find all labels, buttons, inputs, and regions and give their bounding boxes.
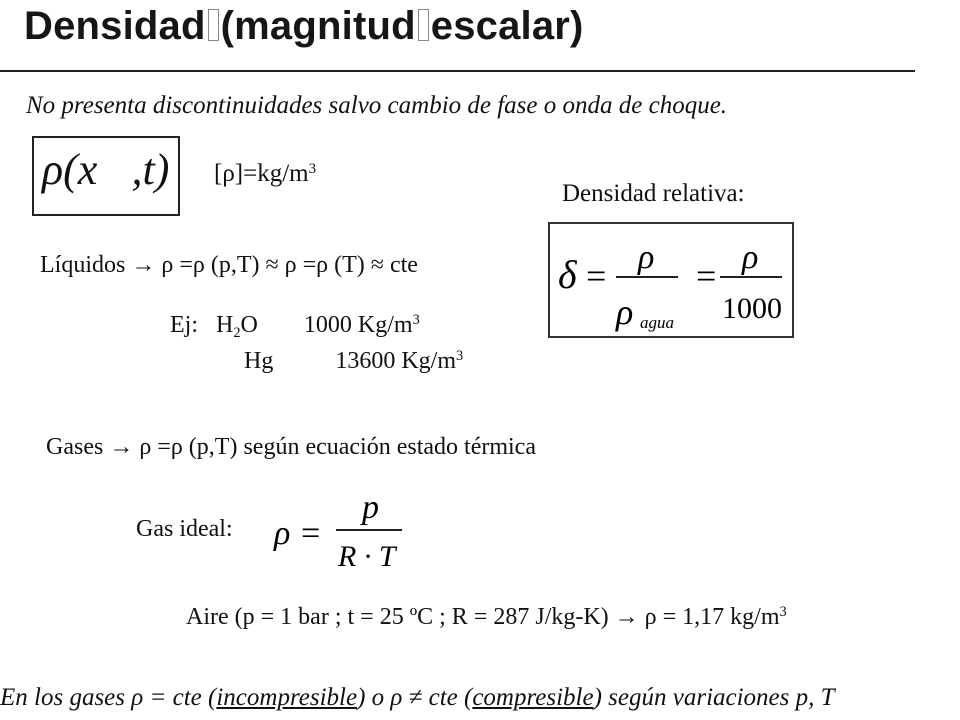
example-prefix: Ej:: [170, 312, 198, 338]
delta-symbol: δ: [558, 252, 577, 297]
density-field-formula: ρ(x⃗,t): [42, 145, 170, 194]
ideal-gas-formula: [270, 486, 410, 576]
relative-density-label: Densidad relativa:: [562, 180, 745, 207]
fraction1-denominator: ρ: [616, 292, 634, 332]
title-word-3: escalar): [430, 4, 584, 48]
air-example: [186, 604, 787, 631]
footer-note: [0, 684, 835, 712]
example-value-exponent: 3: [412, 312, 420, 329]
example-mercury: [244, 348, 463, 375]
title-divider: [0, 70, 915, 72]
gases-line: Gases → ρ =ρ (p,T) según ecuación estado térmica: [46, 434, 536, 460]
footer-text-2: ) o ρ ≠ cte (: [357, 684, 473, 711]
ideal-gas-label: Gas ideal:: [136, 516, 233, 542]
liquids-line: Líquidos → ρ =ρ (p,T) ≈ ρ =ρ (T) ≈ cte: [40, 252, 418, 278]
note-text: No presenta discontinuidades salvo cambio de fase o onda de choque.: [26, 92, 728, 119]
fraction1-numerator: ρ: [638, 239, 655, 276]
footer-incompressible: incompresible: [216, 684, 358, 711]
footer-compressible: compresible: [472, 684, 594, 711]
equals-sign-1: =: [586, 256, 607, 296]
units-text: [ρ]=kg/m: [214, 160, 309, 187]
footer-text-3: ) según variaciones p, T: [593, 684, 835, 711]
units-exponent: 3: [308, 160, 317, 177]
relative-density-box: [548, 222, 794, 338]
example-name-rest: O: [240, 312, 258, 338]
fraction2-numerator: ρ: [742, 239, 759, 276]
example-name-subscript: 2: [233, 325, 241, 342]
glyph-box-icon: [208, 9, 219, 41]
example-name: Hg: [244, 348, 274, 374]
density-field-box: [32, 136, 180, 216]
relative-density-formula: [550, 224, 792, 336]
air-exponent: 3: [779, 604, 787, 621]
title-word-2: (magnitud: [220, 4, 416, 48]
density-units: [214, 160, 316, 188]
example-value: 1000 Kg/m: [303, 312, 413, 338]
ideal-gas-lhs: ρ =: [274, 515, 322, 552]
example-water: [170, 312, 420, 342]
equals-sign-2: =: [696, 256, 717, 296]
footer-text-1: En los gases ρ = cte (: [0, 684, 217, 711]
example-value-exponent: 3: [456, 348, 464, 365]
glyph-box-icon: [418, 9, 429, 41]
page-title: [24, 4, 584, 49]
fraction1-subscript: agua: [640, 313, 674, 332]
fraction2-denominator: 1000: [722, 292, 782, 325]
example-name: H: [216, 312, 234, 338]
air-text: Aire (p = 1 bar ; t = 25 ºC ; R = 287 J/kg-K) → ρ = 1,17 kg/m: [186, 604, 780, 630]
title-word-1: Densidad: [24, 4, 206, 48]
ideal-gas-numerator: p: [362, 489, 379, 526]
example-value: 13600 Kg/m: [335, 348, 457, 374]
ideal-gas-denominator: R · T: [338, 540, 396, 573]
